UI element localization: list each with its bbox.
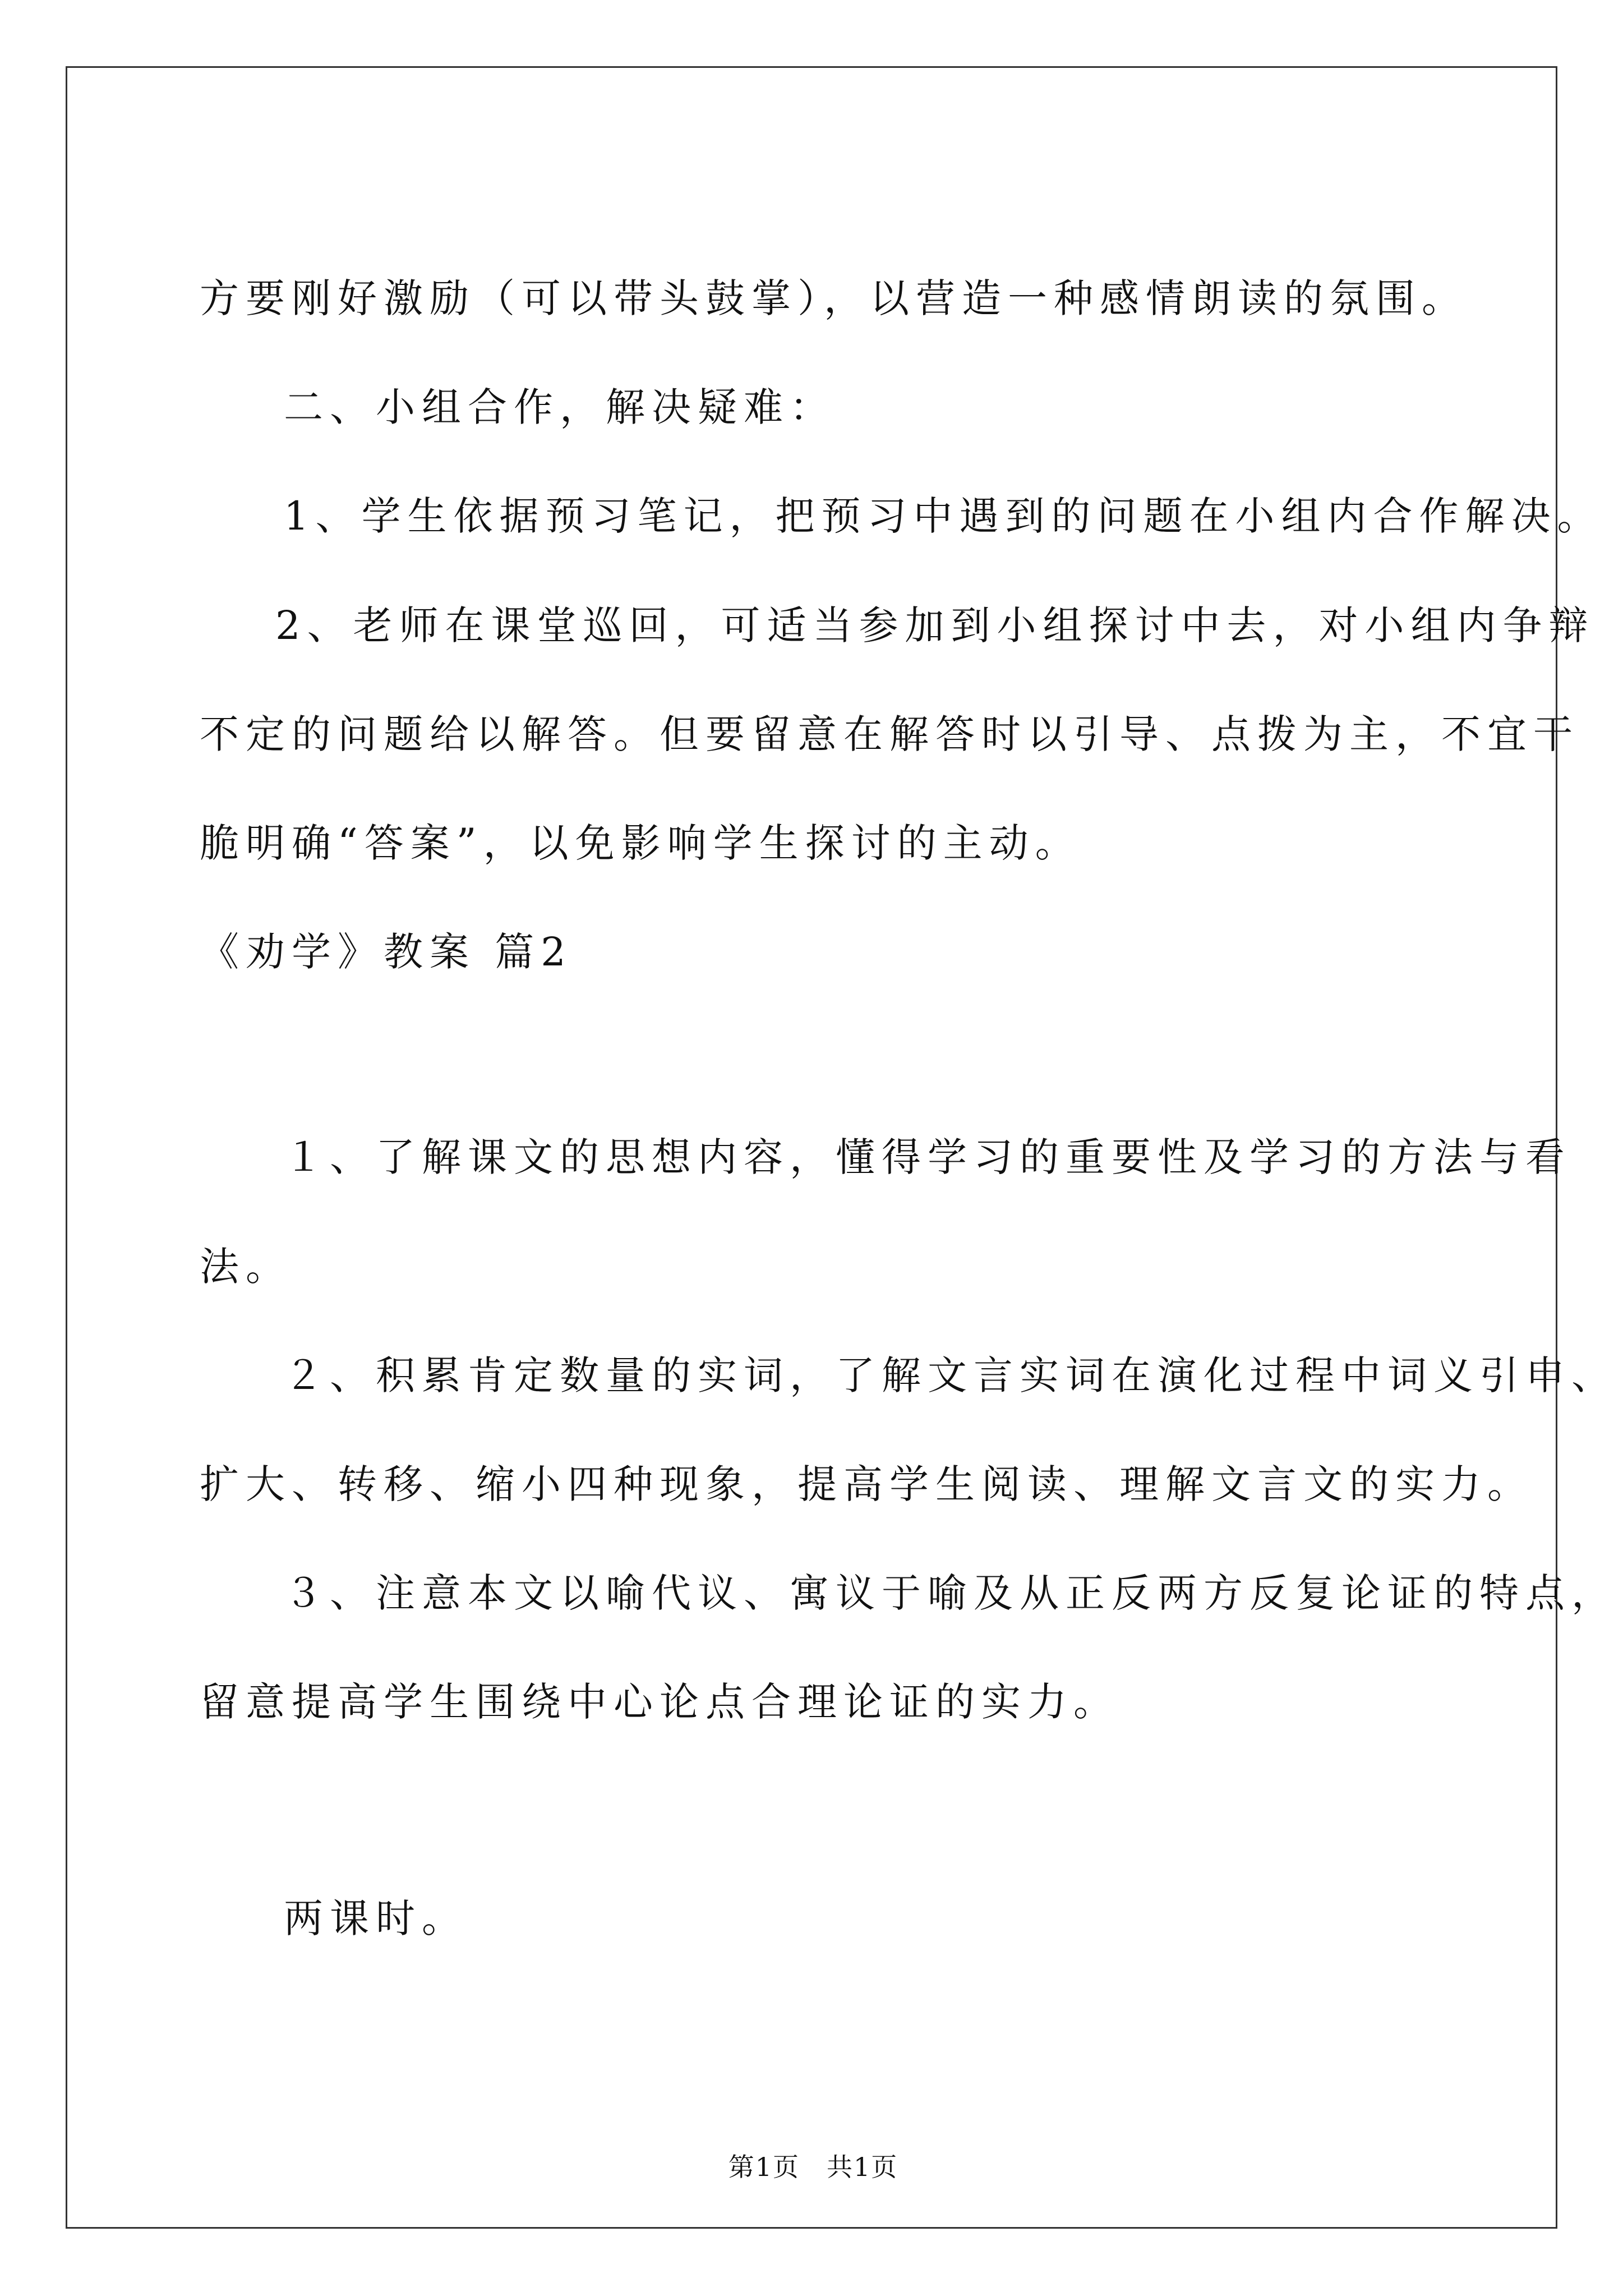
paragraph-line: 留意提高学生围绕中心论点合理论证的实力。 (200, 1679, 1119, 1725)
paragraph-line: ３、注意本文以喻代议、寓议于喻及从正反两方反复论证的特点， (284, 1570, 1617, 1616)
paragraph-line: 两课时。 (284, 1895, 468, 1941)
article-title: 《劝学》教案 篇2 (200, 929, 573, 975)
page-number-footer: 第1页 共1页 (728, 2152, 898, 2182)
paragraph-line: 法。 (200, 1244, 292, 1290)
paragraph-line: １、了解课文的思想内容，懂得学习的重要性及学习的方法与看 (284, 1134, 1571, 1180)
paragraph-line: ２、积累肯定数量的实词，了解文言实词在演化过程中词义引申、 (284, 1352, 1617, 1398)
page-frame (66, 66, 1617, 2229)
paragraph-line: 脆明确“答案”，以免影响学生探讨的主动。 (200, 820, 1081, 866)
paragraph-line: 不定的问题给以解答。但要留意在解答时以引导、点拨为主，不宜干 (200, 711, 1579, 757)
paragraph-line: 扩大、转移、缩小四种现象，提高学生阅读、理解文言文的实力。 (200, 1461, 1533, 1507)
paragraph-line: 1、学生依据预习笔记，把预习中遇到的问题在小组内合作解决。 (284, 493, 1603, 539)
paragraph-line: 2、老师在课堂巡回，可适当参加到小组探讨中去，对小组内争辩 (275, 602, 1595, 648)
section-heading: 二、小组合作，解决疑难： (284, 384, 836, 430)
paragraph-line: 方要刚好激励（可以带头鼓掌），以营造一种感情朗读的氛围。 (200, 275, 1468, 321)
